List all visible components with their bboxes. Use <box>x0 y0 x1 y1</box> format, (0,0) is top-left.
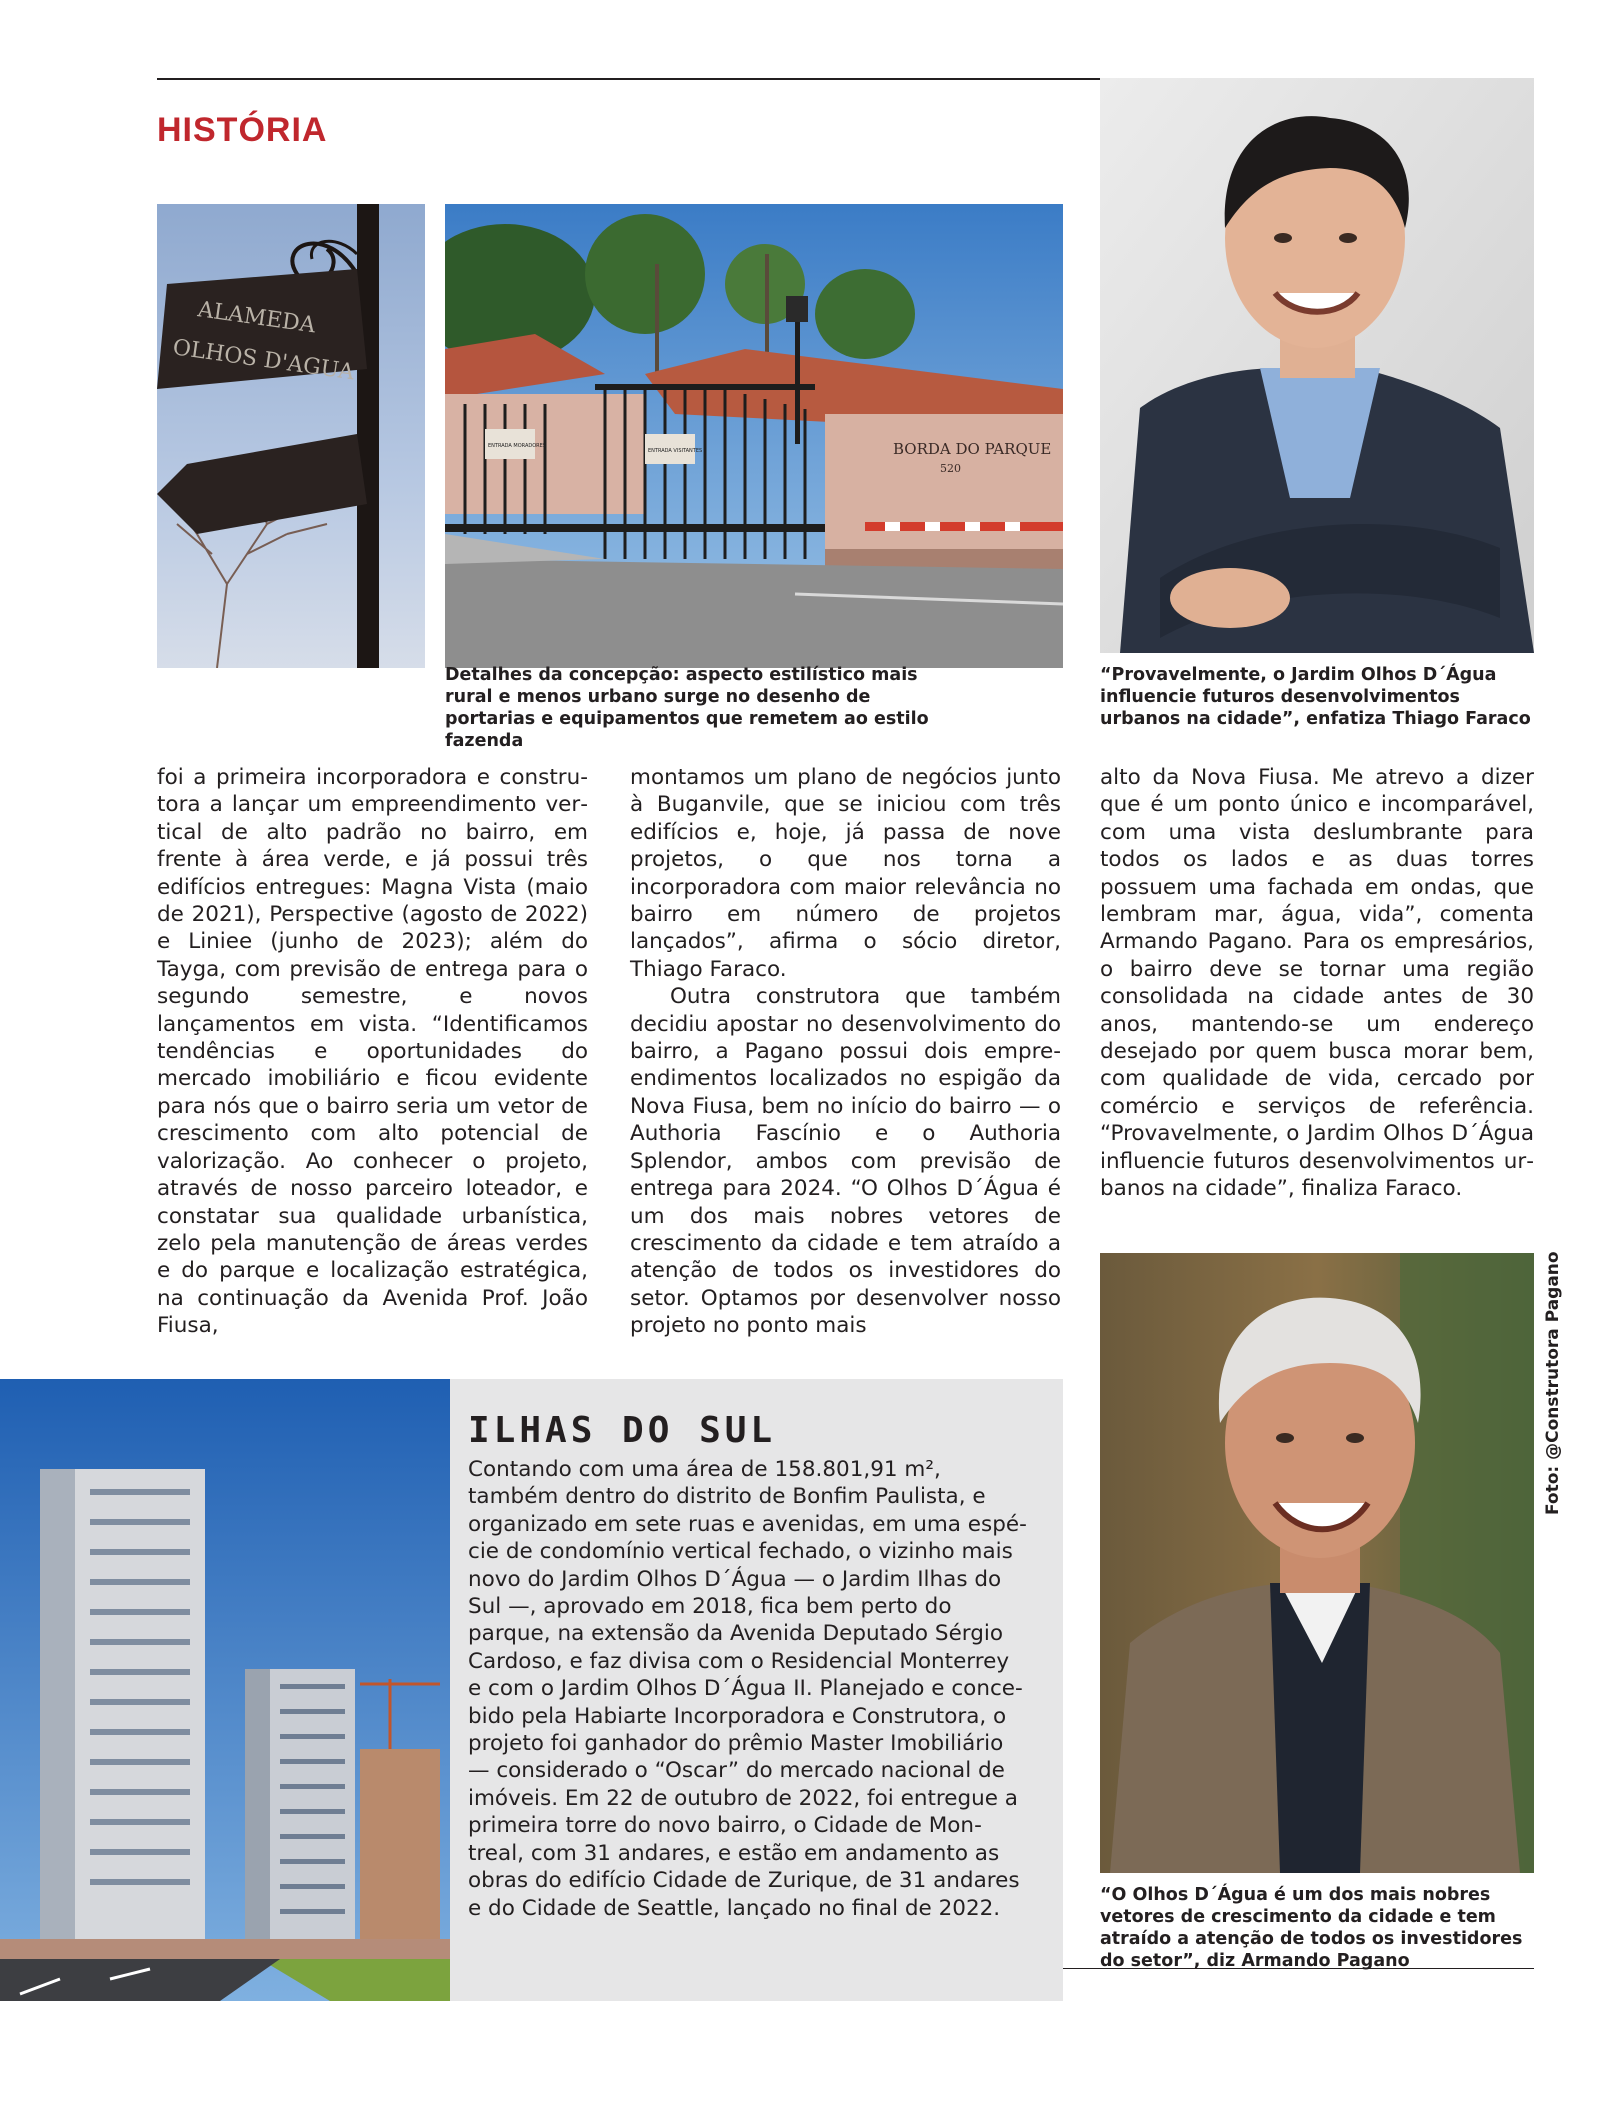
sign-text-2: OLHOS D'AGUA <box>171 335 356 386</box>
text-column-2 <box>630 764 1061 1340</box>
portrait-pagano <box>1100 1253 1534 1873</box>
column-2-paragraph-2: Outra construtora que também decidiu apostar no desenvolvimento do bairro, a Pagano possui dois empreendimentos localizados no espigão da Nova Fiusa, bem no início do bairro — o Authoria Fascínio e o Authoria Splendor, ambos com previsão de entrega para 2024. “O Olhos D´Água é um dos mais nobres vetores de crescimento da cidade e tem atraído a atenção de todos os investidores do setor. Optamos por desenvolver nosso projeto no ponto mais <box>630 984 1061 1339</box>
caption-gate: Detalhes da concepção: aspecto estilístico mais rural e menos urbano surge no desenho de portarias e equipamentos que remetem ao estilo fazenda <box>445 665 929 751</box>
gate-number: 520 <box>940 462 961 475</box>
box-text: Contando com uma área de 158.801,91 m², também dentro do distrito de Bonfim Paulista, e organizado em sete ruas e avenidas, em uma espécie de condomínio vertical fechado, o vizinho mais novo do Jardim Olhos D´Água — o Jardim Ilhas do Sul —, aprovado em 2018, fica bem perto do parque, na extensão da Avenida Deputado Sérgio Cardoso, e faz divisa com o Residencial Monterrey e com o Jardim Olhos D´Água II. Planejado e concebido pela Habiarte Incorporadora e Construtora, o projeto foi ganhador do prêmio Master Imobiliário — considerado o “Oscar” do mercado nacional de imóveis. Em 22 de outubro de 2022, foi entregue a primeira torre do novo bairro, o Cidade de Montreal, com 31 andares, e estão em andamento as obras do edifício Cidade de Zurique, de 31 andares e do Cidade de Seattle, lançado no final de 2022. <box>468 1457 1027 1921</box>
portrait-faraco <box>1100 78 1534 653</box>
caption-faraco: “Provavelmente, o Jardim Olhos D´Água influencie futuros desenvolvimentos urbanos na cidade”, enfatiza Thiago Faraco <box>1100 665 1531 729</box>
section-label: HISTÓRIA <box>157 111 328 149</box>
photo-credit: Foto: @Construtora Pagano <box>1543 1251 1563 1515</box>
gate-sign: BORDA DO PARQUE <box>893 440 1052 458</box>
buildings-photo <box>0 1379 450 2001</box>
text-column-1 <box>157 764 588 1340</box>
gate-label-visitors: ENTRADA VISITANTES <box>648 448 703 454</box>
gate-photo <box>445 204 1063 668</box>
caption-pagano: “O Olhos D´Água é um dos mais nobres vetores de crescimento da cidade e tem atraído a atenção de todos os investidores do setor”, diz Armando Pagano <box>1100 1885 1523 1971</box>
sign-text-1: ALAMEDA <box>196 297 317 339</box>
column-3-paragraph: alto da Nova Fiusa. Me atrevo a dizer que é um ponto único e incomparável, com uma vista deslumbrante para todos os lados e as duas torres possuem uma fachada em ondas, que lembram mar, água, vida”, comenta Armando Pagano. Para os empresários, o bairro deve se tornar uma região consolidada na cidade antes de 30 anos, mantendo-se um endereço desejado por quem busca morar bem, com qualidade de vida, cercado por comércio e serviços de referência. “Provavelmente, o Jardim Olhos D´Água influencie futuros desenvolvimentos urbanos na cidade”, finaliza Faraco. <box>1100 765 1534 1202</box>
column-1-paragraph: foi a primeira incorporadora e construtora a lançar um empreendimento vertical de alto padrão no bairro, em frente à área verde, e já possui três edifícios entregues: Magna Vista (maio de 2021), Perspective (agosto de 2022) e Liniee (junho de 2023); além do Tayga, com previsão de entrega para o segundo semestre, e novos lançamentos em vista. “Identificamos tendências e oportunidades do mercado imobiliário e ficou evidente para nós que o bairro seria um vetor de crescimento com alto potencial de valorização. Ao conhecer o projeto, através de nosso parceiro loteador, e constatar sua qualidade urbanística, zelo pela manutenção de áreas verdes e do parque e localização estratégica, na continuação da Avenida Prof. João Fiusa, <box>157 765 588 1339</box>
street-sign-photo <box>157 204 425 668</box>
column-2-paragraph-1: montamos um plano de negócios junto à Buganvile, que se iniciou com três edifícios e, hoje, já passa de nove projetos, o que nos torna a incorporadora com maior relevância no bairro em número de projetos lançados”, afirma o sócio diretor, Thiago Faraco. <box>630 765 1061 982</box>
gate-label-residents: ENTRADA MORADORES <box>488 443 546 449</box>
box-title: ILHAS DO SUL <box>468 1410 777 1451</box>
top-rule <box>157 78 1101 80</box>
text-column-3 <box>1100 764 1534 1203</box>
